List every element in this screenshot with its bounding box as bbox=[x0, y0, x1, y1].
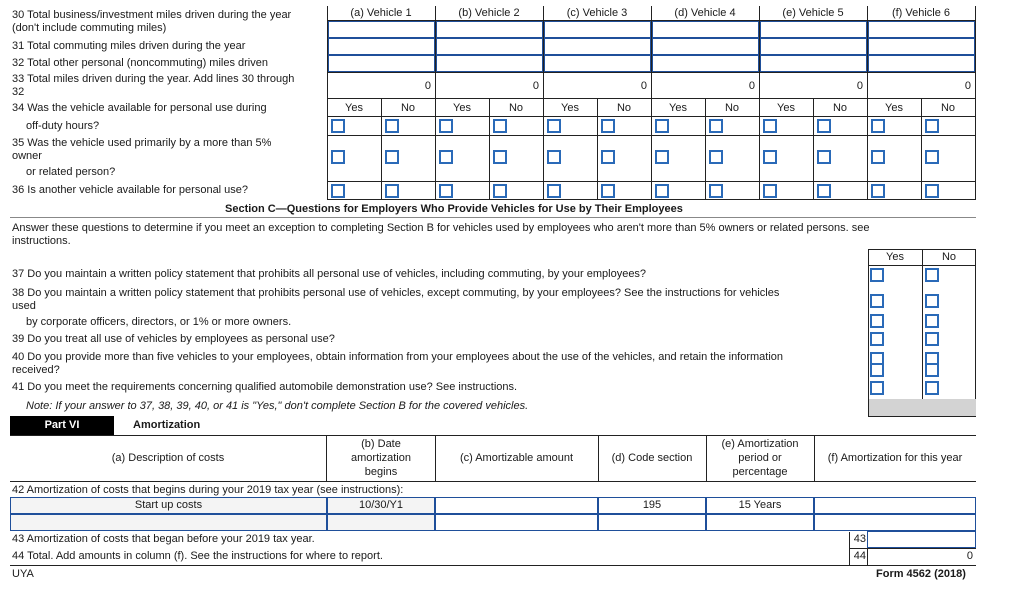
line-33-vehicle-1-value: 0 bbox=[424, 80, 431, 92]
line-30-vehicle-5-input[interactable] bbox=[760, 21, 867, 38]
col-b-header-3: begins bbox=[364, 466, 398, 478]
line-34-vehicle-3-yes-checkbox[interactable] bbox=[547, 119, 561, 133]
line-35-vehicle-2-no-checkbox[interactable] bbox=[493, 150, 507, 164]
line-34-vehicle-1-no-checkbox[interactable] bbox=[385, 119, 399, 133]
line-33-vehicle-2-value: 0 bbox=[532, 80, 539, 92]
vehicle-header-1: (a) Vehicle 1 bbox=[350, 7, 412, 19]
line-36-label: 36 Is another vehicle available for personal use? bbox=[12, 184, 249, 196]
section-c-intro-cont: instructions. bbox=[12, 235, 71, 247]
row-2-description-input[interactable] bbox=[10, 514, 327, 531]
line-30-label: 30 Total business/investment miles driven during the year bbox=[12, 9, 292, 21]
line-35-vehicle-1-no-checkbox[interactable] bbox=[385, 150, 399, 164]
row-1-amount-input[interactable] bbox=[435, 497, 598, 514]
question-40: 40 Do you provide more than five vehicles to your employees, obtain information from your employees about the use of the vehicles, and retain the information bbox=[12, 351, 784, 363]
question-38-yes-checkbox[interactable] bbox=[870, 294, 884, 308]
line-33-vehicle-5-value: 0 bbox=[856, 80, 863, 92]
part-vi-title: Amortization bbox=[133, 419, 201, 431]
row-2-date-input[interactable] bbox=[327, 514, 435, 531]
vehicle-5-yes-header: Yes bbox=[777, 102, 795, 114]
question-40-b-no-checkbox[interactable] bbox=[925, 363, 939, 377]
line-35-vehicle-1-yes-checkbox[interactable] bbox=[331, 150, 345, 164]
part-vi-label: Part VI bbox=[44, 419, 80, 431]
row-2-code-input[interactable] bbox=[598, 514, 706, 531]
line-32-label: 32 Total other personal (noncommuting) miles driven bbox=[12, 57, 268, 69]
question-40-cont: received? bbox=[12, 364, 60, 376]
line-34-vehicle-3-no-checkbox[interactable] bbox=[601, 119, 615, 133]
line-35-vehicle-3-no-checkbox[interactable] bbox=[601, 150, 615, 164]
line-34-vehicle-5-yes-checkbox[interactable] bbox=[763, 119, 777, 133]
line-34-vehicle-2-yes-checkbox[interactable] bbox=[439, 119, 453, 133]
col-b-header-2: amortization bbox=[351, 452, 411, 464]
line-35-label-cont2: or related person? bbox=[26, 166, 116, 178]
line-32-vehicle-5-input[interactable] bbox=[760, 55, 867, 72]
vehicle-2-no-header: No bbox=[508, 102, 524, 114]
line-36-vehicle-4-yes-checkbox[interactable] bbox=[655, 184, 669, 198]
line-35-vehicle-4-no-checkbox[interactable] bbox=[709, 150, 723, 164]
line-35-label-cont: owner bbox=[12, 150, 42, 162]
line-34-label: 34 Was the vehicle available for personal use during bbox=[12, 102, 267, 114]
col-e-header-2: period or bbox=[738, 452, 782, 464]
question-38-b-yes-checkbox[interactable] bbox=[870, 314, 884, 328]
vehicle-3-no-header: No bbox=[616, 102, 632, 114]
vehicle-6-yes-header: Yes bbox=[885, 102, 903, 114]
question-41-no-checkbox[interactable] bbox=[925, 381, 939, 395]
question-37-yes-checkbox[interactable] bbox=[870, 268, 884, 282]
question-40-b-yes-checkbox[interactable] bbox=[870, 363, 884, 377]
line-36-vehicle-5-yes-checkbox[interactable] bbox=[763, 184, 777, 198]
line-31-label: 31 Total commuting miles driven during the year bbox=[12, 40, 246, 52]
row-1-description-value: Start up costs bbox=[134, 499, 203, 511]
line-44-value: 0 bbox=[966, 550, 973, 562]
col-b-header-1: (b) Date bbox=[361, 438, 401, 450]
line-35-vehicle-5-no-checkbox[interactable] bbox=[817, 150, 831, 164]
footer-left-text: UYA bbox=[12, 568, 34, 580]
section-c-note: Note: If your answer to 37, 38, 39, 40, or 41 is "Yes," don't complete Section B for the covered vehicles. bbox=[26, 400, 529, 412]
line-34-vehicle-2-no-checkbox[interactable] bbox=[493, 119, 507, 133]
line-36-vehicle-5-no-checkbox[interactable] bbox=[817, 184, 831, 198]
vehicle-header-6: (f) Vehicle 6 bbox=[891, 7, 951, 19]
line-36-vehicle-3-no-checkbox[interactable] bbox=[601, 184, 615, 198]
col-e-header-1: (e) Amortization bbox=[721, 438, 799, 450]
col-f-header: (f) Amortization for this year bbox=[827, 452, 963, 464]
line-35-vehicle-2-yes-checkbox[interactable] bbox=[439, 150, 453, 164]
question-39: 39 Do you treat all use of vehicles by employees as personal use? bbox=[12, 333, 335, 345]
row-1-amortization-input[interactable] bbox=[814, 497, 976, 514]
line-31-vehicle-6-input[interactable] bbox=[868, 38, 975, 55]
line-43-number: 43 bbox=[853, 533, 866, 545]
row-2-amount-input[interactable] bbox=[435, 514, 598, 531]
line-35-label: 35 Was the vehicle used primarily by a more than 5% bbox=[12, 137, 272, 149]
line-32-vehicle-3-input[interactable] bbox=[544, 55, 651, 72]
line-36-vehicle-6-yes-checkbox[interactable] bbox=[871, 184, 885, 198]
line-31-vehicle-4-input[interactable] bbox=[652, 38, 759, 55]
vehicle-1-no-header: No bbox=[400, 102, 416, 114]
question-38: 38 Do you maintain a written policy statement that prohibits personal use of vehicles, except commuting, by your employees? See the instructions for vehicles bbox=[12, 287, 780, 299]
vehicle-5-no-header: No bbox=[832, 102, 848, 114]
line-32-vehicle-2-input[interactable] bbox=[436, 55, 543, 72]
line-36-vehicle-4-no-checkbox[interactable] bbox=[709, 184, 723, 198]
line-36-vehicle-1-yes-checkbox[interactable] bbox=[331, 184, 345, 198]
vehicle-header-3: (c) Vehicle 3 bbox=[566, 7, 628, 19]
line-36-vehicle-1-no-checkbox[interactable] bbox=[385, 184, 399, 198]
line-34-vehicle-1-yes-checkbox[interactable] bbox=[331, 119, 345, 133]
vehicle-2-yes-header: Yes bbox=[453, 102, 471, 114]
section-c-intro: Answer these questions to determine if you meet an exception to completing Section B for vehicles used by employees who aren't more than 5% owners or related persons. see bbox=[12, 222, 870, 234]
col-c-header: (c) Amortizable amount bbox=[459, 452, 574, 464]
line-36-vehicle-3-yes-checkbox[interactable] bbox=[547, 184, 561, 198]
section-c-no-header: No bbox=[941, 251, 957, 263]
col-e-header-3: percentage bbox=[732, 466, 788, 478]
line-35-vehicle-3-yes-checkbox[interactable] bbox=[547, 150, 561, 164]
line-33-label-cont: 32 bbox=[12, 86, 25, 98]
row-1-date-value: 10/30/Y1 bbox=[358, 499, 404, 511]
line-30-vehicle-3-input[interactable] bbox=[544, 21, 651, 38]
col-d-header: (d) Code section bbox=[611, 452, 693, 464]
vehicle-4-no-header: No bbox=[724, 102, 740, 114]
line-35-vehicle-6-yes-checkbox[interactable] bbox=[871, 150, 885, 164]
question-37: 37 Do you maintain a written policy statement that prohibits all personal use of vehicles, including commuting, by your employees? bbox=[12, 268, 647, 280]
line-36-vehicle-2-no-checkbox[interactable] bbox=[493, 184, 507, 198]
line-30-label-cont: (don't include commuting miles) bbox=[12, 22, 167, 34]
row-2-period-input[interactable] bbox=[706, 514, 814, 531]
vehicle-header-5: (e) Vehicle 5 bbox=[782, 7, 844, 19]
vehicle-1-yes-header: Yes bbox=[345, 102, 363, 114]
line-44-label: 44 Total. Add amounts in column (f). See the instructions for where to report. bbox=[12, 550, 383, 562]
footer-form-name: Form 4562 (2018) bbox=[876, 568, 966, 580]
line-43-label: 43 Amortization of costs that began before your 2019 tax year. bbox=[12, 533, 315, 545]
line-34-vehicle-6-no-checkbox[interactable] bbox=[925, 119, 939, 133]
note-shaded-cell bbox=[869, 399, 976, 416]
question-39-no-checkbox[interactable] bbox=[925, 332, 939, 346]
question-41: 41 Do you meet the requirements concerning qualified automobile demonstration use? See instructions. bbox=[12, 381, 518, 393]
line-35-vehicle-5-yes-checkbox[interactable] bbox=[763, 150, 777, 164]
line-30-vehicle-4-input[interactable] bbox=[652, 21, 759, 38]
line-30-vehicle-6-input[interactable] bbox=[868, 21, 975, 38]
vehicle-3-yes-header: Yes bbox=[561, 102, 579, 114]
row-2-amortization-input[interactable] bbox=[814, 514, 976, 531]
line-34-vehicle-4-yes-checkbox[interactable] bbox=[655, 119, 669, 133]
line-34-vehicle-5-no-checkbox[interactable] bbox=[817, 119, 831, 133]
question-38-no-checkbox[interactable] bbox=[925, 294, 939, 308]
line-44-number: 44 bbox=[853, 550, 866, 562]
line-33-vehicle-3-value: 0 bbox=[640, 80, 647, 92]
vehicle-4-yes-header: Yes bbox=[669, 102, 687, 114]
line-35-vehicle-6-no-checkbox[interactable] bbox=[925, 150, 939, 164]
vehicle-6-no-header: No bbox=[940, 102, 956, 114]
question-41-yes-checkbox[interactable] bbox=[870, 381, 884, 395]
line-32-vehicle-4-input[interactable] bbox=[652, 55, 759, 72]
line-33-vehicle-6-value: 0 bbox=[964, 80, 971, 92]
question-39-yes-checkbox[interactable] bbox=[870, 332, 884, 346]
line-36-vehicle-6-no-checkbox[interactable] bbox=[925, 184, 939, 198]
question-37-no-checkbox[interactable] bbox=[925, 268, 939, 282]
line-31-vehicle-1-input[interactable] bbox=[328, 38, 435, 55]
line-34-vehicle-4-no-checkbox[interactable] bbox=[709, 119, 723, 133]
section-c-title: Section C—Questions for Employers Who Provide Vehicles for Use by Their Employees bbox=[225, 203, 683, 215]
line-34-label-cont: off-duty hours? bbox=[26, 120, 100, 132]
vehicle-header-4: (d) Vehicle 4 bbox=[674, 7, 736, 19]
question-38-cont2: by corporate officers, directors, or 1% or more owners. bbox=[26, 316, 292, 328]
row-1-period-value: 15 Years bbox=[738, 499, 782, 511]
line-31-vehicle-2-input[interactable] bbox=[436, 38, 543, 55]
line-30-vehicle-1-input[interactable] bbox=[328, 21, 435, 38]
line-33-vehicle-4-value: 0 bbox=[748, 80, 755, 92]
col-a-header: (a) Description of costs bbox=[111, 452, 225, 464]
line-30-vehicle-2-input[interactable] bbox=[436, 21, 543, 38]
section-c-yes-header: Yes bbox=[886, 251, 904, 263]
line-36-vehicle-2-yes-checkbox[interactable] bbox=[439, 184, 453, 198]
line-31-vehicle-3-input[interactable] bbox=[544, 38, 651, 55]
line-43-input[interactable] bbox=[867, 531, 976, 548]
line-31-vehicle-5-input[interactable] bbox=[760, 38, 867, 55]
line-35-vehicle-4-yes-checkbox[interactable] bbox=[655, 150, 669, 164]
question-38-b-no-checkbox[interactable] bbox=[925, 314, 939, 328]
line-33-label: 33 Total miles driven during the year. Add lines 30 through bbox=[12, 73, 295, 85]
line-32-vehicle-6-input[interactable] bbox=[868, 55, 975, 72]
row-1-code-value: 195 bbox=[642, 499, 662, 511]
line-34-vehicle-6-yes-checkbox[interactable] bbox=[871, 119, 885, 133]
line-32-vehicle-1-input[interactable] bbox=[328, 55, 435, 72]
line-42-label: 42 Amortization of costs that begins during your 2019 tax year (see instructions): bbox=[12, 484, 404, 496]
vehicle-header-2: (b) Vehicle 2 bbox=[458, 7, 520, 19]
question-38-cont: used bbox=[12, 300, 36, 312]
